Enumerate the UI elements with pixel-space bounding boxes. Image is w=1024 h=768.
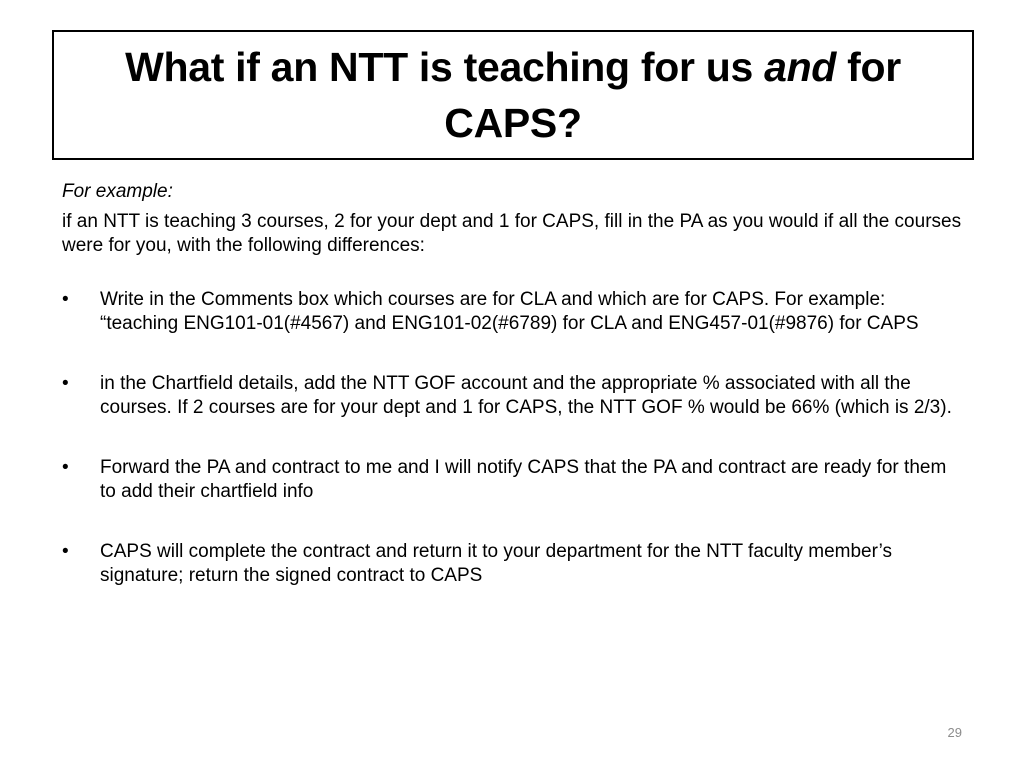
- title-text-start: What if an NTT is teaching for us: [125, 44, 765, 90]
- bullet-item-forward: [62, 456, 967, 504]
- slide-body: [62, 180, 967, 624]
- bullet-icon: •: [62, 541, 69, 562]
- bullet-text: in the Chartfield details, add the NTT GOF account and the appropriate % associated with all the courses. If 2 courses are for your dept and 1 for CAPS, the NTT GOF % would be 66% (which is 2/3).: [100, 373, 952, 418]
- bullet-icon: •: [62, 457, 69, 478]
- bullet-text: Forward the PA and contract to me and I will notify CAPS that the PA and contract are ready for them to add their chartfield info: [100, 457, 947, 502]
- bullet-item-chartfield: [62, 372, 967, 420]
- example-lead: For example:: [62, 181, 173, 202]
- bullet-list: [62, 288, 967, 588]
- bullet-text: Write in the Comments box which courses are for CLA and which are for CAPS. For example: “teaching ENG101-01(#4567) and ENG101-02(#6789) for CLA and ENG457-01(#9876) for CAPS: [100, 289, 919, 334]
- title-text-end: for CAPS?: [444, 44, 901, 146]
- slide-title: [54, 39, 972, 151]
- slide-number: 29: [947, 725, 962, 740]
- bullet-icon: •: [62, 289, 69, 310]
- bullet-text: CAPS will complete the contract and return it to your department for the NTT faculty member’s signature; return the signed contract to CAPS: [100, 541, 893, 586]
- intro-paragraph: if an NTT is teaching 3 courses, 2 for your dept and 1 for CAPS, fill in the PA as you would if all the courses were for you, with the following differences:: [62, 211, 962, 256]
- bullet-item-caps-complete: [62, 540, 967, 588]
- bullet-item-comments: [62, 288, 967, 336]
- bullet-icon: •: [62, 373, 69, 394]
- title-emphasis: and: [764, 44, 837, 90]
- title-box: [52, 30, 974, 160]
